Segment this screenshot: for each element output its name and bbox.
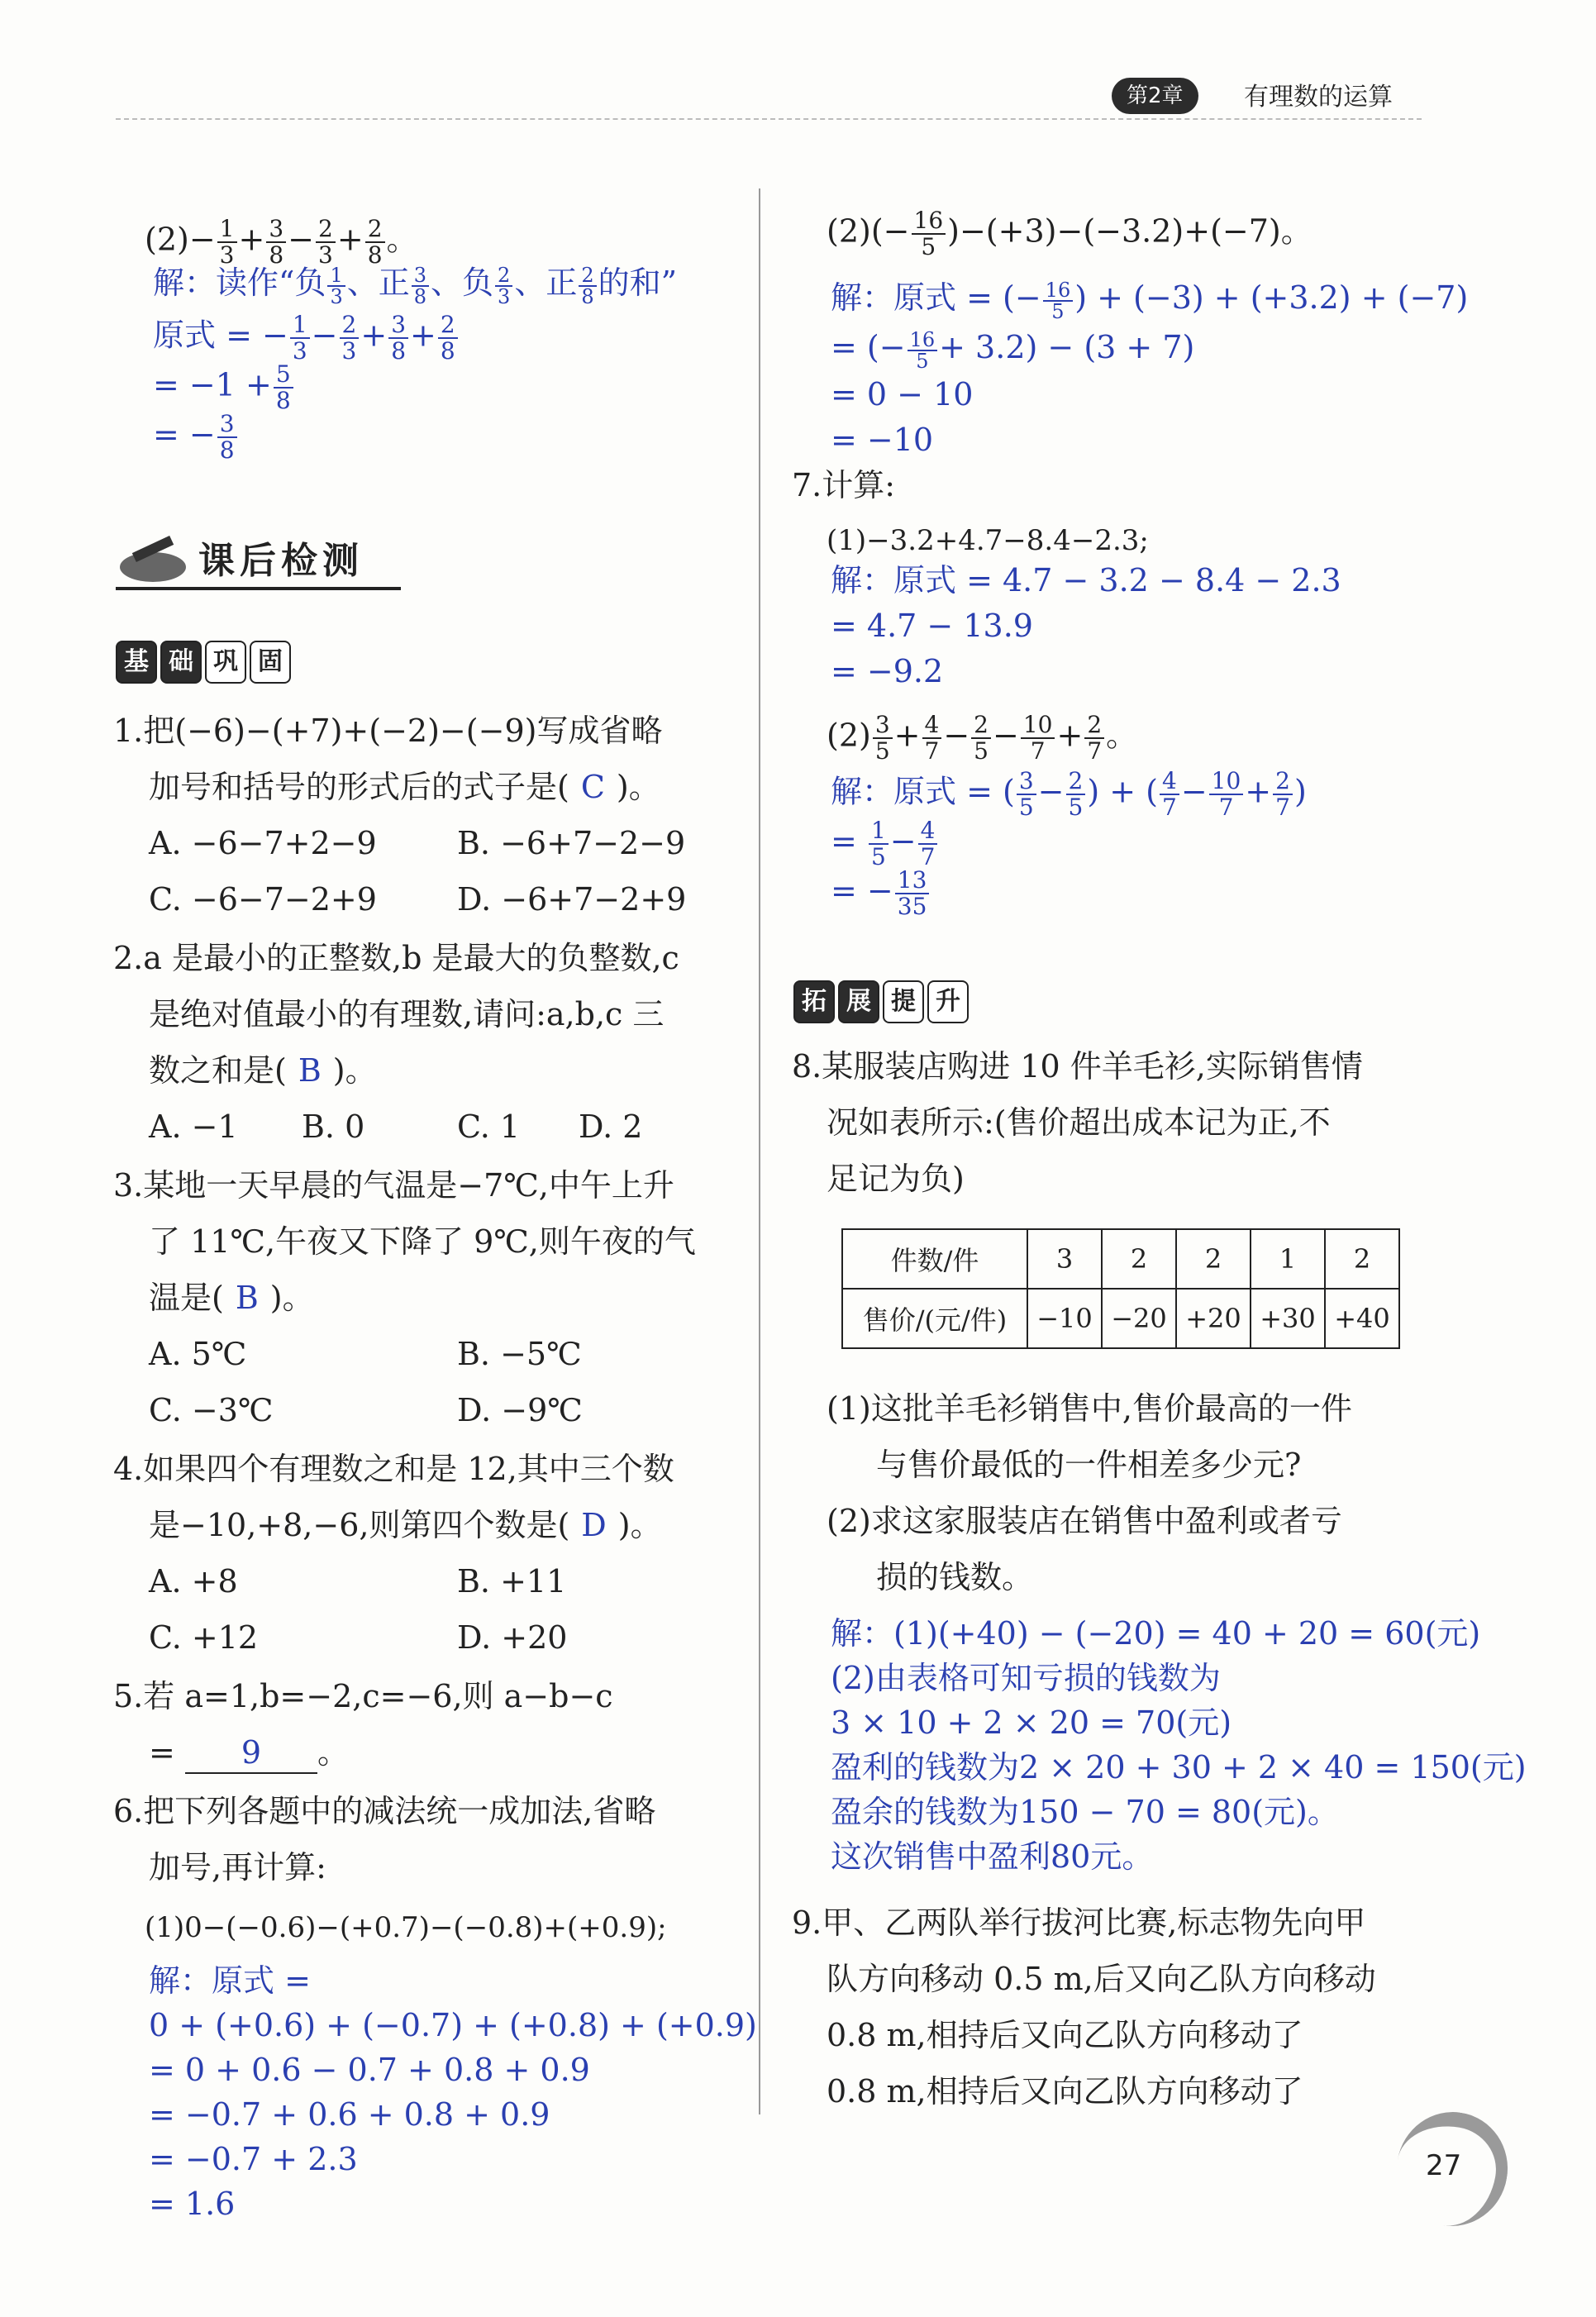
basic-practice-tag: 基 础 巩 固: [116, 641, 291, 684]
q4-option-d: D. +20: [457, 1619, 568, 1656]
q2-option-a: A. −1: [149, 1108, 238, 1145]
q8-answer-6: 这次销售中盈利80元。: [831, 1838, 1154, 1875]
section-banner: [116, 536, 401, 590]
q6-answer-3: = 0 + 0.6 − 0.7 + 0.8 + 0.9: [149, 2052, 590, 2088]
q7-2-answer-1: 解：原式 = ( $\frac{3}{5}$ − $\frac{2}{5}$ ) + ( $\frac{4}{7}$ − $\frac{10}{7}$ + $\frac{2}{7}$ ): [831, 767, 1307, 821]
chapter-title: 有理数的运算: [1244, 83, 1393, 112]
q4-option-b: B. +11: [457, 1563, 567, 1599]
q6-subproblem-2: (2)(− $\frac{16}{5}$ )−(+3)−(−3.2)+(−7)。: [827, 207, 1313, 260]
q6-text-1: 6.把下列各题中的减法统一成加法,省略: [113, 1793, 656, 1829]
q2-text-1: 2.a 是最小的正整数,b 是最大的负整数,c: [113, 940, 679, 976]
table-header-cell: 件数/件: [842, 1229, 1027, 1289]
sales-table: [841, 1228, 1400, 1349]
q7-2-answer-3: = − $\frac{13}{35}$: [831, 868, 931, 919]
q4-option-a: A. +8: [149, 1563, 238, 1599]
q8-sub1-line2: 与售价最低的一件相差多少元?: [876, 1447, 1302, 1483]
q6-answer-5: = −0.7 + 2.3: [149, 2141, 358, 2177]
table-cell: +40: [1325, 1289, 1399, 1348]
left-answer-line-1: 解：读作“负 $\frac{1}{3}$ 、正 $\frac{3}{8}$ 、负 $\frac{2}{3}$ 、正 $\frac{2}{8}$ 的和”: [153, 263, 678, 308]
q7-answer-1: 解：原式 = 4.7 − 3.2 − 8.4 − 2.3: [831, 562, 1341, 598]
q5-text-2: = 9 。: [149, 1733, 349, 1774]
banner-title: 课后检测: [198, 540, 364, 582]
q3-option-c: C. −3℃: [149, 1392, 274, 1428]
table-cell: 2: [1325, 1229, 1399, 1289]
q7-answer-2: = 4.7 − 13.9: [831, 608, 1033, 644]
q4-text-2: 是−10,+8,−6,则第四个数是( D )。: [149, 1507, 662, 1543]
q6-2-answer-3: = 0 − 10: [831, 376, 974, 412]
column-divider: [759, 188, 760, 2114]
q9-text-2: 队方向移动 0.5 m,后又向乙队方向移动: [827, 1961, 1376, 1997]
q8-answer-1: 解：(1)(+40) − (−20) = 40 + 20 = 60(元): [831, 1615, 1481, 1652]
q5-answer-blank: 9: [185, 1733, 317, 1774]
q4-text-1: 4.如果四个有理数之和是 12,其中三个数: [113, 1451, 674, 1487]
table-cell: +30: [1251, 1289, 1325, 1348]
q8-answer-3: 3 × 10 + 2 × 20 = 70(元): [831, 1704, 1232, 1741]
left-answer-line-4: = − $\frac{3}{8}$: [153, 412, 239, 463]
left-subproblem-2: (2)− $\frac{1}{3}$ + $\frac{3}{8}$ − $\frac{2}{3}$ + $\frac{2}{8}$ 。: [145, 215, 418, 269]
q2-option-b: B. 0: [302, 1108, 365, 1145]
q9-text-3: 0.8 m,相持后又向乙队方向移动了: [827, 2017, 1303, 2053]
q3-text-3: 温是( B )。: [149, 1280, 314, 1316]
q3-option-d: D. −9℃: [457, 1392, 583, 1428]
q8-text-3: 足记为负): [827, 1161, 965, 1197]
q6-subproblem-1: (1)0−(−0.6)−(+0.7)−(−0.8)+(+0.9);: [145, 1911, 667, 1944]
table-cell: +20: [1176, 1289, 1251, 1348]
q8-sub2-line2: 损的钱数。: [876, 1559, 1034, 1595]
q8-text-1: 8.某服装店购进 10 件羊毛衫,实际销售情: [792, 1048, 1363, 1085]
table-row: [842, 1289, 1399, 1348]
q8-answer-5: 盈余的钱数为150 − 70 = 80(元)。: [831, 1794, 1339, 1830]
table-row: [842, 1229, 1399, 1289]
q1-text-1: 1.把(−6)−(+7)+(−2)−(−9)写成省略: [113, 713, 663, 749]
q4-option-c: C. +12: [149, 1619, 259, 1656]
pencil-icon: [116, 536, 190, 587]
q1-option-d: D. −6+7−2+9: [457, 881, 687, 918]
q1-option-a: A. −6−7+2−9: [149, 825, 377, 861]
table-cell: −20: [1102, 1289, 1176, 1348]
q1-option-c: C. −6−7−2+9: [149, 881, 377, 918]
table-cell: 1: [1251, 1229, 1325, 1289]
q7-answer-3: = −9.2: [831, 653, 944, 689]
q8-answer-2: (2)由表格可知亏损的钱数为: [831, 1660, 1221, 1696]
table-cell: 2: [1102, 1229, 1176, 1289]
table-cell: 3: [1027, 1229, 1102, 1289]
table-cell: 2: [1176, 1229, 1251, 1289]
q8-sub2-line1: (2)求这家服装店在销售中盈利或者亏: [827, 1503, 1342, 1539]
q2-text-3: 数之和是( B )。: [149, 1052, 377, 1089]
q8-answer-4: 盈利的钱数为2 × 20 + 30 + 2 × 40 = 150(元): [831, 1749, 1527, 1785]
q2-option-c: C. 1: [457, 1108, 521, 1145]
q6-2-answer-2: = (− $\frac{16}{5}$ + 3.2) − (3 + 7): [831, 327, 1195, 373]
q8-text-2: 况如表所示:(售价超出成本记为正,不: [827, 1104, 1331, 1141]
chapter-badge: 第2章: [1112, 78, 1198, 114]
q6-2-answer-4: = −10: [831, 422, 934, 458]
q5-text-1: 5.若 a=1,b=−2,c=−6,则 a−b−c: [113, 1678, 613, 1714]
q6-answer-6: = 1.6: [149, 2186, 236, 2222]
left-answer-line-2: 原式 = − $\frac{1}{3}$ − $\frac{2}{3}$ + $\frac{3}{8}$ + $\frac{2}{8}$: [153, 312, 460, 364]
q1-text-2: 加号和括号的形式后的式子是( C )。: [149, 769, 660, 805]
header-divider: [116, 118, 1422, 120]
q6-answer-1: 解：原式 =: [149, 1962, 311, 1999]
q7-2-answer-2: = $\frac{1}{5}$ − $\frac{4}{7}$: [831, 818, 939, 870]
q1-option-b: B. −6+7−2−9: [457, 825, 686, 861]
q7-subproblem-1: (1)−3.2+4.7−8.4−2.3;: [827, 524, 1149, 557]
q9-text-4: 0.8 m,相持后又向乙队方向移动了: [827, 2073, 1303, 2110]
q3-option-a: A. 5℃: [149, 1336, 247, 1372]
q7-title: 7.计算:: [792, 467, 896, 503]
q7-subproblem-2: (2) $\frac{3}{5}$ + $\frac{4}{7}$ − $\frac{2}{5}$ − $\frac{10}{7}$ + $\frac{2}{7}$ 。: [827, 711, 1138, 765]
q3-text-1: 3.某地一天早晨的气温是−7℃,中午上升: [113, 1167, 674, 1204]
q6-text-2: 加号,再计算:: [149, 1849, 326, 1886]
q2-text-2: 是绝对值最小的有理数,请问:a,b,c 三: [149, 996, 665, 1032]
left-answer-line-3: = −1 + $\frac{5}{8}$: [153, 362, 295, 413]
q6-answer-2: 0 + (+0.6) + (−0.7) + (+0.8) + (+0.9): [149, 2007, 757, 2043]
q3-option-b: B. −5℃: [457, 1336, 582, 1372]
table-cell: −10: [1027, 1289, 1102, 1348]
table-header-cell: 售价/(元/件): [842, 1289, 1027, 1348]
q6-2-answer-1: 解：原式 = (− $\frac{16}{5}$ ) + (−3) + (+3.2) + (−7): [831, 278, 1469, 323]
q6-answer-4: = −0.7 + 0.6 + 0.8 + 0.9: [149, 2096, 550, 2133]
extend-practice-tag: 拓 展 提 升: [793, 980, 969, 1023]
q9-text-1: 9.甲、乙两队举行拔河比赛,标志物先向甲: [792, 1905, 1366, 1941]
q3-text-2: 了 11℃,午夜又下降了 9℃,则午夜的气: [149, 1223, 696, 1260]
page-number: 27: [1426, 2149, 1462, 2182]
q8-sub1-line1: (1)这批羊毛衫销售中,售价最高的一件: [827, 1390, 1352, 1427]
q2-option-d: D. 2: [579, 1108, 643, 1145]
